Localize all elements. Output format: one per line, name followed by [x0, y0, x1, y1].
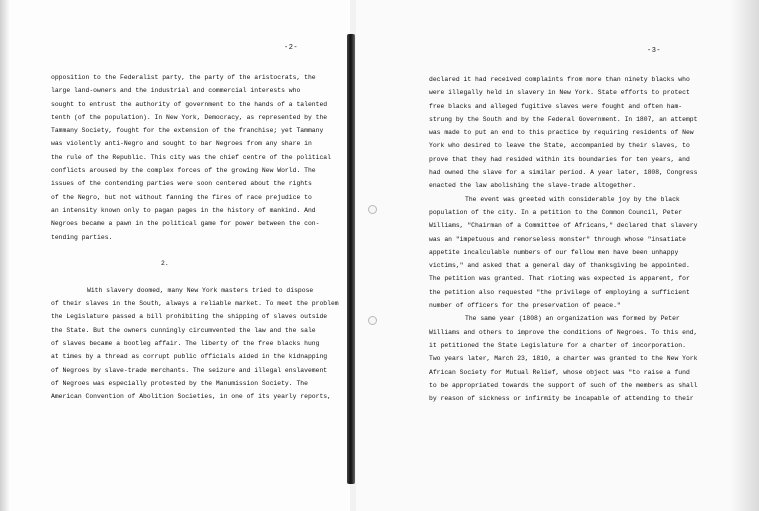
text-line: large land-owners and the industrial and commercial interests who	[51, 87, 301, 95]
text-line: the rule of the Republic. This city was the chief centre of the political	[51, 153, 331, 161]
text-line: population of the city. In a petition to the Common Council, Peter	[429, 208, 683, 216]
text-line: The petition was granted. That rioting was expected is apparent, for	[429, 275, 690, 283]
text-line: of slaves became a bootleg affair. The liberty of the free blacks hung	[51, 339, 320, 347]
right-page	[356, 0, 759, 511]
text-line: had owned the slave for a similar period. A year later, 1808, Congress	[429, 169, 698, 177]
text-line: of Negroes by slave-trade merchants. The seizure and illegal enslavement	[51, 366, 328, 374]
page-edge-shadow	[0, 0, 10, 511]
text-line: issues of the contending parties were soon centered about the rights	[51, 180, 312, 188]
text-line: opposition to the Federalist party, the party of the aristocrats, the	[51, 74, 316, 81]
page-edge-shadow	[731, 0, 759, 511]
text-line: of the Negro, but not without fanning the fires of race prejudice to	[51, 193, 312, 201]
text-line: the petition also requested "the privilege of employing a sufficient	[429, 288, 690, 296]
text-line: to be appropriated towards the support of such of the members as shall	[429, 381, 698, 389]
text-line: African Society for Mutual Relief, whose object was "to raise a fund	[429, 368, 690, 376]
text-line: of their slaves in the South, always a reliable market. To meet the problem	[51, 300, 339, 308]
text-line: of Negroes was especially protested by the Manumission Society. The	[51, 379, 308, 387]
text-line: by reason of sickness or infirmity be incapable of attending to their	[429, 395, 694, 403]
text-line: Negroes became a pawn in the political game for power between the con-	[51, 220, 320, 228]
text-line: the State. But the owners cunningly circumvented the law and the sale	[51, 326, 316, 334]
text-line: strung by the South and by the Federal Government. In 1807, an attempt	[429, 115, 698, 123]
text-line	[51, 244, 339, 257]
text-line: enacted the law abolishing the slave-trade altogether.	[429, 182, 637, 190]
text-line: number of officers for the preservation of peace."	[429, 302, 621, 310]
text-line: it petitioned the State Legislature for a charter of incorporation.	[429, 341, 686, 349]
text-line: The event was greeted with considerable joy by the black	[465, 195, 680, 203]
text-line: conflicts aroused by the complex forces of the growing New World. The	[51, 167, 316, 175]
text-line: free blacks and alleged fugitive slaves were fought and often ham-	[429, 102, 683, 110]
text-line: Tammany Society, fought for the extension of the franchise; yet Tammany	[51, 127, 324, 135]
body-text	[429, 73, 697, 405]
text-line: declared it had received complaints from more than ninety blacks who	[429, 76, 690, 83]
text-line: were illegally held in slavery in New York. State efforts to protect	[429, 89, 690, 97]
text-line: York who desired to leave the State, accompanied by their slaves, to	[429, 142, 690, 150]
text-line: tenth (of the population). In New York, Democracy, as represented by the	[51, 113, 328, 121]
text-line: appetite incalculable numbers of our fellow men have been unhappy	[429, 248, 679, 256]
book-spine	[347, 34, 355, 484]
text-line: Williams, "Chairman of a Committee of Africans," declared that slavery	[429, 222, 698, 230]
text-line: the Legislature passed a bill prohibiting the shipping of slaves outside	[51, 313, 328, 321]
text-line: sought to entrust the authority of government to the hands of a talented	[51, 100, 328, 108]
binder-hole	[368, 205, 377, 214]
section-number: 2.	[161, 260, 169, 268]
binder-hole	[368, 316, 377, 325]
text-line: With slavery doomed, many New York masters tried to dispose	[87, 286, 314, 294]
body-text	[51, 71, 339, 403]
text-line: victims," and asked that a general day of thanksgiving be appointed.	[429, 262, 690, 270]
left-page	[0, 0, 350, 511]
text-line: was made to put an end to this practice by requiring residents of New	[429, 129, 694, 137]
text-line: Williams and others to improve the conditions of Negroes. To this end,	[429, 328, 698, 336]
text-line: American Convention of Abolition Societies, in one of its yearly reports,	[51, 393, 331, 401]
text-line: tending parties.	[51, 233, 113, 241]
text-line: at times by a thread as corrupt public officials aided in the kidnapping	[51, 353, 328, 361]
text-line: The same year (1808) an organization was formed by Peter	[465, 315, 680, 323]
text-line: was violently anti-Negro and sought to bar Negroes from any share in	[51, 140, 312, 148]
text-line	[51, 270, 339, 283]
text-line: was an "impetuous and remorseless monster" through whose "insatiate	[429, 235, 686, 243]
page-number: -3-	[647, 47, 662, 55]
text-line: prove that they had resided within its boundaries for ten years, and	[429, 155, 690, 163]
text-line: Two years later, March 23, 1810, a charter was granted to the New York	[429, 355, 698, 363]
text-line: an intensity known only to pagan pages in the history of mankind. And	[51, 206, 316, 214]
page-number: -2-	[284, 44, 299, 52]
